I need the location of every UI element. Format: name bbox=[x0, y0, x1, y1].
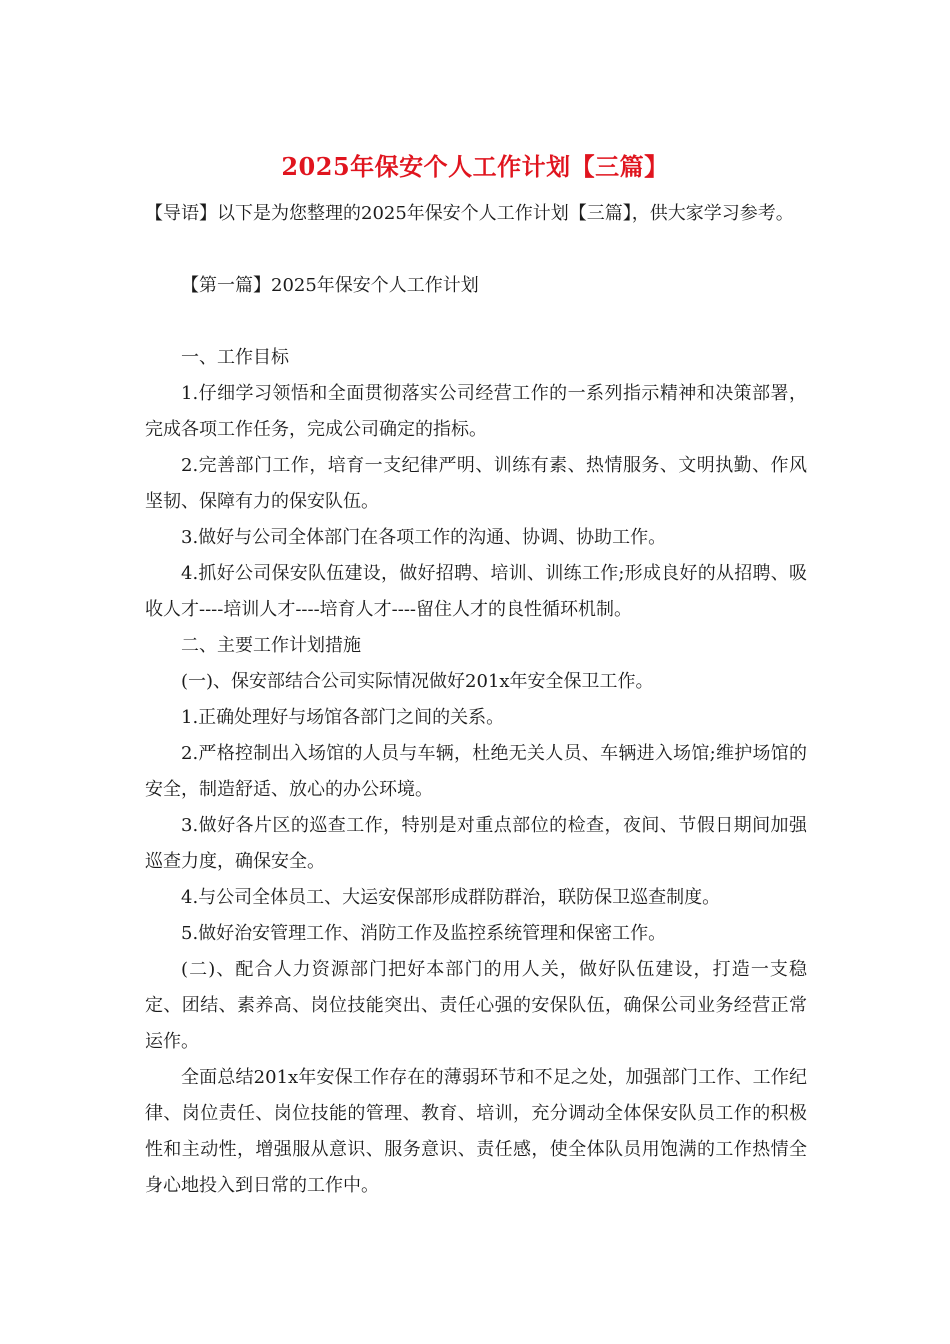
paragraph: 1.仔细学习领悟和全面贯彻落实公司经营工作的一系列指示精神和决策部署，完成各项工作任务，完成公司确定的指标。 bbox=[145, 383, 807, 440]
document-title: 2025年保安个人工作计划【三篇】 bbox=[281, 152, 669, 181]
document-body bbox=[145, 196, 807, 1204]
paragraph: 3.做好与公司全体部门在各项工作的沟通、协调、协助工作。 bbox=[181, 527, 667, 548]
paragraph: 5.做好治安管理工作、消防工作及监控系统管理和保密工作。 bbox=[181, 923, 667, 944]
paragraph: 2.严格控制出入场馆的人员与车辆，杜绝无关人员、车辆进入场馆;维护场馆的安全，制造舒适、放心的办公环境。 bbox=[145, 743, 807, 800]
paragraph: (一)、保安部结合公司实际情况做好201x年安全保卫工作。 bbox=[181, 671, 654, 692]
heading-goals: 一、工作目标 bbox=[181, 347, 289, 368]
paragraph: 4.抓好公司保安队伍建设，做好招聘、培训、训练工作;形成良好的从招聘、吸收人才----培训人才----培育人才----留住人才的良性循环机制。 bbox=[145, 563, 807, 620]
paragraph: 4.与公司全体员工、大运安保部形成群防群治，联防保卫巡查制度。 bbox=[181, 887, 721, 908]
heading-measures: 二、主要工作计划措施 bbox=[181, 635, 361, 656]
paragraph: (二)、配合人力资源部门把好本部门的用人关，做好队伍建设，打造一支稳定、团结、素养高、岗位技能突出、责任心强的安保队伍，确保公司业务经营正常运作。 bbox=[145, 959, 807, 1052]
paragraph: 全面总结201x年安保工作存在的薄弱环节和不足之处，加强部门工作、工作纪律、岗位责任、岗位技能的管理、教育、培训，充分调动全体保安队员工作的积极性和主动性，增强服从意识、服务意识、责任感，使全体队员用饱满的工作热情全身心地投入到日常的工作中。 bbox=[145, 1067, 807, 1196]
section-title: 【第一篇】2025年保安个人工作计划 bbox=[181, 275, 479, 296]
paragraph: 2.完善部门工作，培育一支纪律严明、训练有素、热情服务、文明执勤、作风坚韧、保障有力的保安队伍。 bbox=[145, 455, 807, 512]
intro-paragraph: 【导语】以下是为您整理的2025年保安个人工作计划【三篇】，供大家学习参考。 bbox=[145, 203, 794, 224]
paragraph: 1.正确处理好与场馆各部门之间的关系。 bbox=[181, 707, 505, 728]
paragraph: 3.做好各片区的巡查工作，特别是对重点部位的检查，夜间、节假日期间加强巡查力度，确保安全。 bbox=[145, 815, 807, 872]
